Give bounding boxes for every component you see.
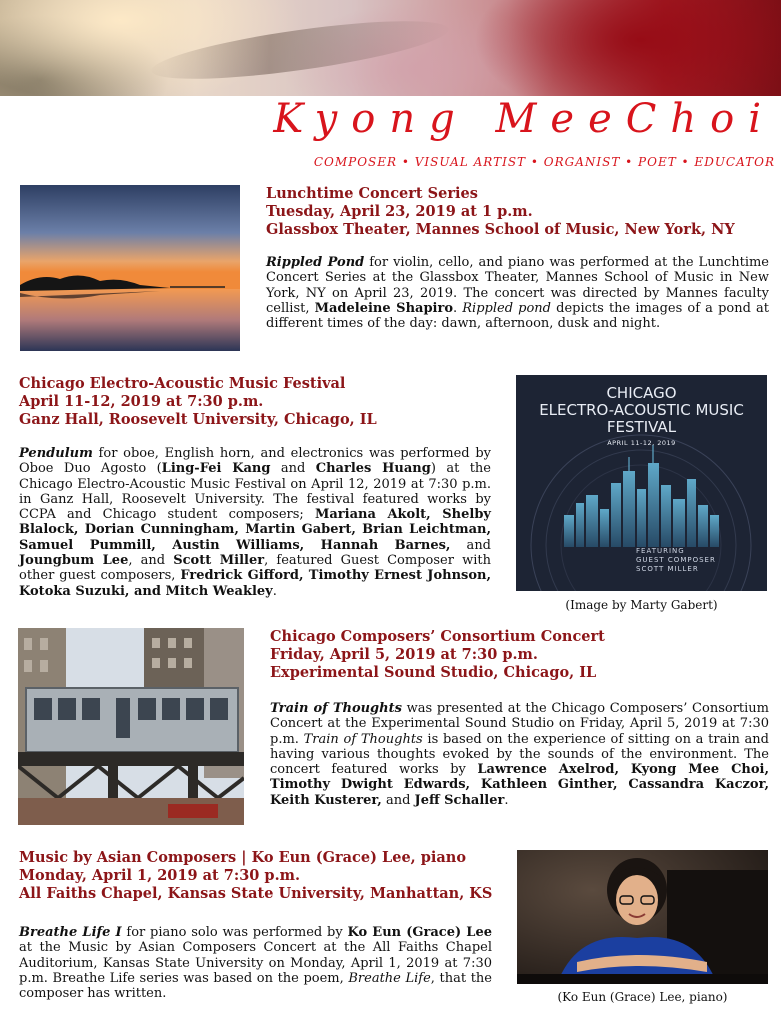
event-heading-lunchtime [266,185,735,239]
text-segment: Scott Miller [173,553,265,569]
text-segment: Joungbum Lee [19,553,129,569]
text-segment: Madeleine Shapiro [314,300,453,316]
text-segment: Lawrence Axelrod, Kyong Mee Choi, Timothy Dwight Edwards, Kathleen Ginther, Cassandra Kaczor, Keith Kusterer, [270,762,769,808]
text-segment: and [270,461,316,477]
event-date: Friday, April 5, 2019 at 7:30 p.m. [270,646,538,663]
event-venue: Glassbox Theater, Mannes School of Music, New York, NY [266,221,735,238]
pianist-caption: (Ko Eun (Grace) Lee, piano) [557,990,728,1004]
text-segment: at the Music by Asian Composers Concert at the All Faiths Chapel Auditorium, Kansas State University on Monday, April 1, 2019 at 7:30 p.m. Breathe Life series was based on the poem, [19,940,492,986]
text-segment: for violin, cello, and piano was performed at the Lunchtime Concert Series at the Glassbox Theater, Mannes School of Music in New York, NY on April 23, 2019. The concert was directed by Mannes faculty cellist, [266,255,769,316]
text-segment: , that the composer has written. [19,970,492,1002]
text-segment: , featured Guest Composer with other guest composers, [19,553,491,584]
text-segment: Train of Thoughts [270,701,402,716]
text-segment: Ko Eun (Grace) Lee [347,925,492,940]
text-segment: Rippled Pond [266,255,365,270]
event-venue: Ganz Hall, Roosevelt University, Chicago, IL [19,411,377,428]
sunset-pond-photo [20,185,240,351]
text-segment: is based on the experience of sitting on a train and having various thoughts evoked by the sounds of the environment. The concert featured works by [270,731,770,778]
poster-dates: APRIL 11-12, 2019 [607,439,676,447]
composer-name: Kyong MeeChoi [273,96,775,142]
event-date: April 11-12, 2019 at 7:30 p.m. [19,393,264,410]
text-segment: . [504,792,509,808]
text-segment: Fredrick Gifford, Timothy Ernest Johnson, Kotoka Suzuki, and Mitch Weakley [19,568,491,599]
text-segment: Pendulum [19,446,93,461]
event-venue: All Faiths Chapel, Kansas State University, Manhattan, KS [19,885,493,902]
banner-brushstroke [149,9,452,90]
composer-roles: COMPOSER • VISUAL ARTIST • ORGANIST • POET • EDUCATOR [313,155,775,169]
text-segment: . [272,583,277,599]
event-venue: Experimental Sound Studio, Chicago, IL [270,664,597,681]
event-title: Chicago Composers’ Consortium Concert [270,628,605,645]
event-heading-asian-composers [19,849,492,903]
text-segment: . [453,300,463,316]
event-heading-consortium [270,628,605,682]
text-segment: Rippled pond [462,300,552,316]
text-segment: Jeff Schaller [414,792,505,808]
pianist-photo [517,850,768,984]
poster-title-line1: CHICAGO [606,384,677,402]
event-title: Lunchtime Concert Series [266,185,478,202]
text-segment: and [381,792,415,808]
poster-featuring: FEATURING [636,547,685,555]
text-segment: ) at the Chicago Electro-Acoustic Music Festival on April 12, 2019 at 7:30 p.m. in Ganz Hall, Roosevelt University. The festival featured works by CCPA and Chicago student composers; [19,461,492,523]
text-segment: Mariana Akolt, Shelby Blalock, Dorian Cunningham, Martin Gabert, Brian Leichtman, Samuel Pummill, Austin Williams, Hannah Barnes, [19,507,491,553]
text-segment: for oboe, English horn, and electronics was performed by Oboe Duo Agosto ( [19,446,491,477]
poster-caption: (Image by Marty Gabert) [565,598,718,612]
event-title: Music by Asian Composers | Ko Eun (Grace) Lee, piano [19,849,467,866]
text-segment: depicts the images of a pond at different times of the day: dawn, afternoon, dusk and night. [266,300,770,332]
poster-guest: GUEST COMPOSER [636,556,716,564]
text-segment: and [450,537,492,553]
event-title: Chicago Electro-Acoustic Music Festival [19,375,346,392]
text-segment: Charles Huang [315,461,431,477]
event-description-lunchtime [266,255,769,331]
header-banner-image [0,0,781,96]
text-segment: Train of Thoughts [303,731,423,747]
poster-title-line3: FESTIVAL [606,418,677,436]
event-description-consortium [270,701,769,808]
event-description-ceamf [19,446,491,599]
text-segment: Breathe Life I [19,925,122,940]
event-date: Tuesday, April 23, 2019 at 1 p.m. [266,203,533,220]
text-segment: Ling-Fei Kang [161,461,271,477]
text-segment: for piano solo was performed by [121,925,348,940]
event-description-asian-composers [19,925,492,1001]
festival-poster-image [516,375,767,591]
event-heading-ceamf [19,375,377,429]
text-segment: was presented at the Chicago Composers’ Consortium Concert at the Experimental Sound Studio on Friday, April 5, 2019 at 7:30 p.m. [270,701,769,747]
poster-title-line2: ELECTRO-ACOUSTIC MUSIC [539,401,744,419]
event-date: Monday, April 1, 2019 at 7:30 p.m. [19,867,301,884]
chicago-train-photo [18,628,244,825]
text-segment: Breathe Life [348,970,431,986]
poster-composer: SCOTT MILLER [636,565,699,573]
text-segment: , and [128,553,174,569]
